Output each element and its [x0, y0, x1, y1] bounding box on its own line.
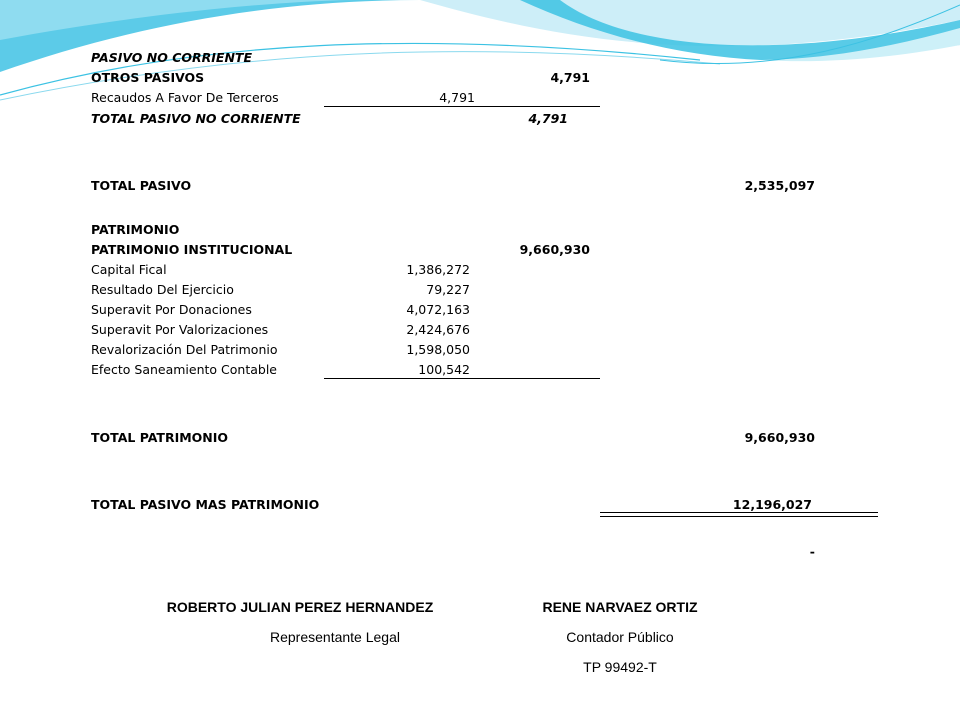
patrimonio-institucional-amount: 9,660,930 [519, 242, 590, 257]
otros-pasivos-amount: 4,791 [550, 70, 590, 85]
patrimonio-item-amount: 2,424,676 [406, 322, 470, 337]
patrimonio-institucional-label: PATRIMONIO INSTITUCIONAL [91, 242, 293, 257]
otros-pasivos-label: OTROS PASIVOS [91, 70, 205, 85]
patrimonio-item-label: Efecto Saneamiento Contable [91, 362, 277, 377]
difference-value: - [809, 544, 815, 559]
patrimonio-item-label: Superavit Por Donaciones [91, 302, 252, 317]
patrimonio-item-label: Resultado Del Ejercicio [91, 282, 234, 297]
grand-total-double-rule [600, 512, 878, 517]
recaudos-label: Recaudos A Favor De Terceros [91, 90, 279, 105]
patrimonio-item-amount: 100,542 [418, 362, 470, 377]
signer-2-role: Contador Público [566, 629, 674, 645]
patrimonio-item-amount: 1,386,272 [406, 262, 470, 277]
patrimonio-item-amount: 4,072,163 [406, 302, 470, 317]
total-patrimonio-amount: 9,660,930 [744, 430, 815, 445]
recaudos-amount: 4,791 [439, 90, 475, 105]
total-pasivo-label: TOTAL PASIVO [91, 178, 192, 193]
pasivo-no-corriente-heading: PASIVO NO CORRIENTE [91, 50, 252, 65]
total-pasivo-no-corriente-label: TOTAL PASIVO NO CORRIENTE [91, 111, 301, 126]
subtotal-rule [324, 378, 600, 379]
patrimonio-item-label: Superavit Por Valorizaciones [91, 322, 269, 337]
total-pasivo-patrimonio-amount: 12,196,027 [732, 497, 812, 512]
patrimonio-item-label: Revalorización Del Patrimonio [91, 342, 278, 357]
patrimonio-item-label: Capital Fical [91, 262, 167, 277]
total-patrimonio-label: TOTAL PATRIMONIO [91, 430, 229, 445]
patrimonio-heading: PATRIMONIO [91, 222, 180, 237]
total-pasivo-no-corriente-amount: 4,791 [528, 111, 568, 126]
signer-2-license: TP 99492-T [583, 659, 657, 675]
signer-2-name: RENE NARVAEZ ORTIZ [542, 599, 698, 615]
patrimonio-item-amount: 79,227 [426, 282, 470, 297]
subtotal-rule [324, 106, 600, 107]
patrimonio-item-amount: 1,598,050 [406, 342, 470, 357]
signer-1-name: ROBERTO JULIAN PEREZ HERNANDEZ [166, 599, 434, 615]
total-pasivo-patrimonio-label: TOTAL PASIVO MAS PATRIMONIO [91, 497, 320, 512]
total-pasivo-amount: 2,535,097 [744, 178, 815, 193]
signer-1-role: Representante Legal [270, 629, 400, 645]
